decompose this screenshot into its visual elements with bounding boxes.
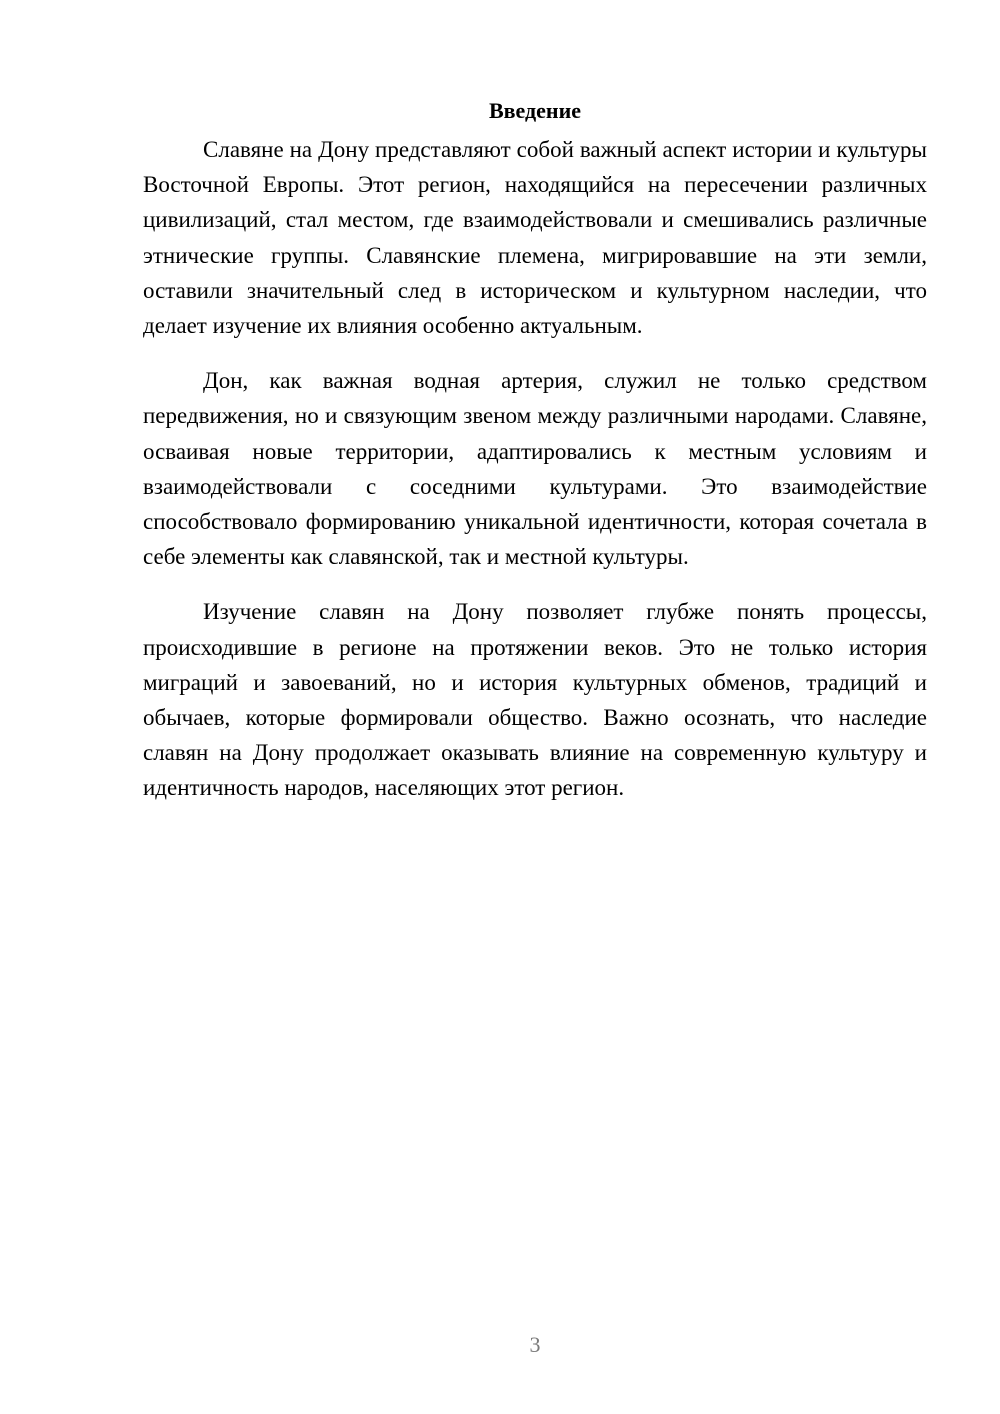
paragraph-3: Изучение славян на Дону позволяет глубже понять процессы, происходившие в регионе на протяжении веков. Это не только история миграций и завоеваний, но и история культурных обменов, традиций и обычаев, которые формировали общество. Важно осознать, что наследие славян на Дону продолжает оказывать влияние на современную культуру и идентичность народов, населяющих этот регион.: [143, 599, 927, 801]
section-title: Введение: [488, 98, 582, 123]
paragraph-2: Дон, как важная водная артерия, служил не только средством передвижения, но и связующим звеном между различными народами. Славяне, осваивая новые территории, адаптировались к местным условиям и взаимодействовали с соседними культурами. Это взаимодействие способствовало формированию уникальной идентичности, которая сочетала в себе элементы как славянской, так и местной культуры.: [143, 368, 927, 570]
page-content: [143, 96, 927, 826]
paragraph-1: Славяне на Дону представляют собой важный аспект истории и культуры Восточной Европы. Этот регион, находящийся на пересечении различных цивилизаций, стал местом, где взаимодействовали и смешивались различные этнические группы. Славянские племена, мигрировавшие на эти земли, оставили значительный след в историческом и культурном наследии, что делает изучение их влияния особенно актуальным.: [143, 137, 927, 339]
page-number: 3: [529, 1332, 541, 1357]
